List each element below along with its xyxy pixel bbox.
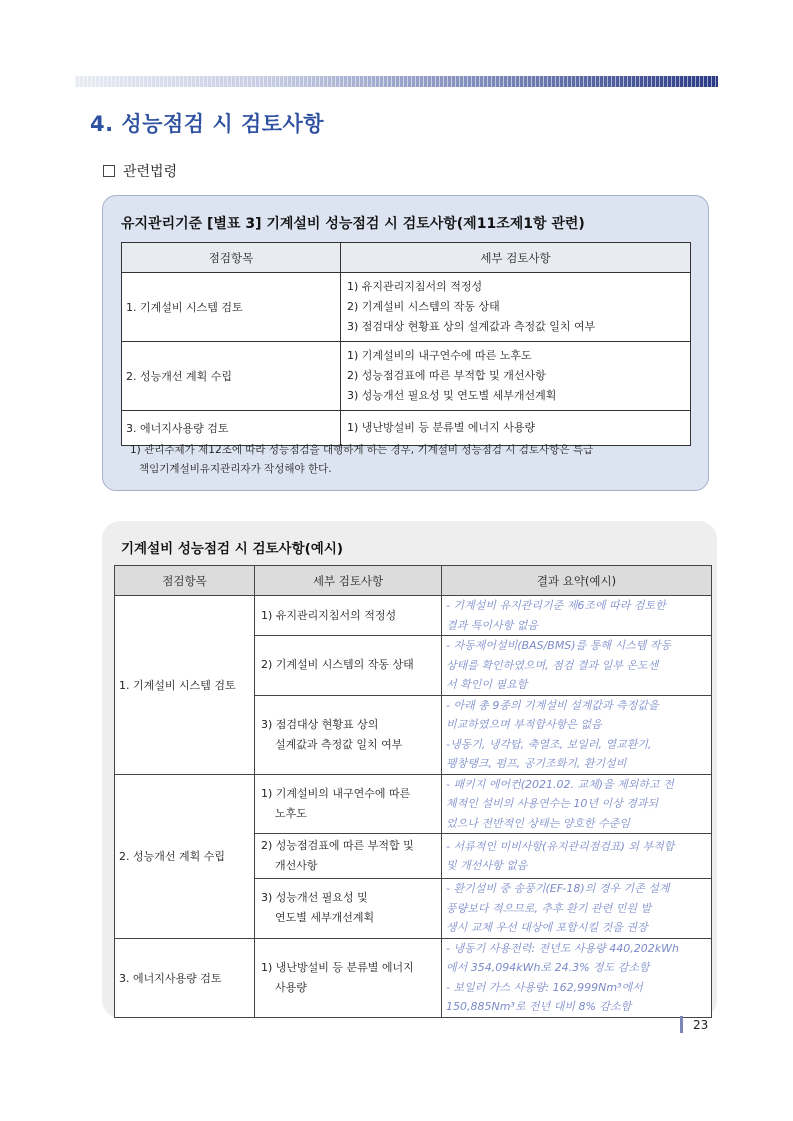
summary-line: 체적인 설비의 사용연수는 10년 이상 경과되: [446, 797, 659, 810]
summary-line: 비교하였으며 부적합사항은 없음: [446, 718, 602, 731]
detail-line: 2) 성능점검표에 따른 부적합 및 개선사항: [347, 369, 546, 382]
summary-line: - 기계설비 유지관리기준 제6조에 따라 검토한: [446, 599, 666, 612]
summary-cell: [442, 834, 712, 879]
summary-line: 었으나 전반적인 상태는 양호한 수준임: [446, 816, 631, 830]
page-number: [680, 1016, 708, 1033]
law-table-header: [122, 243, 691, 273]
table-row: [115, 596, 712, 636]
example-box-title: 기계설비 성능점검 시 검토사항(예시): [121, 541, 344, 557]
detail-cell: [255, 636, 442, 696]
table-row: [115, 774, 712, 834]
detail-line: 1) 기계설비의 내구연수에 따른: [261, 786, 411, 800]
detail-line: 설계값과 측정값 일치 여부: [275, 737, 403, 751]
detail-cell: [255, 596, 442, 636]
detail-cell: [255, 695, 442, 774]
summary-line: - 보일러 가스 사용량: 162,999Nm³에서: [446, 980, 643, 994]
page-number-bar: [680, 1016, 683, 1033]
summary-line: 상태를 확인하였으며, 점검 결과 일부 온도센: [446, 658, 659, 672]
summary-line: - 환기설비 중 송풍기(EF-18)의 경우 기존 설계: [446, 882, 670, 895]
detail-line: 2) 성능점검표에 따른 부적합 및: [261, 839, 414, 852]
summary-line: 풍량보다 적으므로, 추후 환기 관련 민원 발: [446, 901, 652, 915]
page-title: 4. 성능점검 시 검토사항: [90, 112, 325, 136]
summary-line: 150,885Nm³로 전년 대비 8% 감소함: [446, 1000, 632, 1013]
section-heading: [103, 161, 177, 181]
footnote-line: 1) 관리주체가 제12조에 따라 성능점검을 대행하게 하는 경우, 기계설비 성능점검 시 검토사항은 특급: [130, 444, 594, 456]
header-gradient-bar: [75, 76, 718, 87]
law-table: [121, 242, 691, 446]
detail-line: 3) 성능개선 필요성 및: [261, 891, 368, 905]
summary-cell: [442, 774, 712, 834]
summary-line: 에서 354,094kWh로 24.3% 정도 감소함: [446, 961, 650, 974]
detail-line: 개선사항: [275, 859, 318, 872]
inspection-item: 3. 에너지사용량 검토: [122, 411, 341, 446]
table-row: [122, 342, 691, 411]
summary-cell: [442, 596, 712, 636]
summary-line: - 자동제어설비(BAS/BMS)를 통해 시스템 작동: [446, 639, 672, 652]
detail-line: 연도별 세부개선계획: [275, 911, 375, 925]
table-row: [122, 273, 691, 342]
detail-line: 1) 냉난방설비 등 분류별 에너지 사용량: [347, 421, 536, 434]
summary-cell: [442, 938, 712, 1017]
summary-line: - 아래 총 9종의 기계설비 설계값과 측정값을: [446, 698, 659, 712]
detail-cell: [255, 834, 442, 879]
inspection-item: 1. 기계설비 시스템 검토: [122, 273, 341, 342]
law-footnote: [130, 441, 670, 479]
detail-line: 2) 기계설비 시스템의 작동 상태: [347, 300, 500, 313]
detail-line: 3) 점검대상 현황표 상의 설계값과 측정값 일치 여부: [347, 320, 596, 333]
inspection-item: 3. 에너지사용량 검토: [115, 938, 255, 1017]
summary-cell: [442, 695, 712, 774]
table-row: [115, 938, 712, 1017]
summary-line: - 서류적인 미비사항(유지관리점검표) 외 부적합: [446, 839, 675, 853]
detail-line: 노후도: [275, 806, 307, 820]
inspection-item: 2. 성능개선 계획 수립: [122, 342, 341, 411]
column-header: 세부 검토사항: [255, 566, 442, 596]
summary-cell: [442, 636, 712, 696]
column-header: 결과 요약(예시): [442, 566, 712, 596]
inspection-item: 1. 기계설비 시스템 검토: [115, 596, 255, 775]
summary-line: 및 개선사항 없음: [446, 859, 528, 872]
summary-line: 팽창탱크, 펌프, 공기조화기, 환기설비: [446, 757, 627, 770]
column-header: 점검항목: [115, 566, 255, 596]
detail-cell: [255, 938, 442, 1017]
detail-cell: [255, 774, 442, 834]
summary-line: 생시 교체 우선 대상에 포함시킬 것을 권장: [446, 921, 648, 934]
summary-line: 결과 특이사항 없음: [446, 618, 539, 632]
inspection-item: 2. 성능개선 계획 수립: [115, 774, 255, 938]
summary-line: - 패키지 에어컨(2021.02. 교체)을 제외하고 전: [446, 777, 674, 791]
law-box-title: 유지관리기준 [별표 3] 기계설비 성능점검 시 검토사항(제11조제1항 관련): [121, 216, 585, 232]
detail-cell: [255, 879, 442, 939]
page-number-label: 23: [693, 1018, 709, 1032]
detail-line: 1) 기계설비의 내구연수에 따른 노후도: [347, 349, 532, 362]
column-header: 점검항목: [122, 243, 341, 273]
summary-line: - 냉동기 사용전력: 전년도 사용량 440,202kWh: [446, 941, 680, 955]
detail-line: 1) 유지관리지침서의 적정성: [347, 280, 483, 293]
detail-list: [341, 273, 691, 342]
footnote-line: 책임기계설비유지관리자가 작성해야 한다.: [139, 463, 332, 475]
example-table-header: [115, 566, 712, 596]
detail-list: [341, 342, 691, 411]
checkbox-square-icon: [103, 165, 115, 177]
summary-line: 서 확인이 필요함: [446, 678, 528, 691]
summary-line: -냉동기, 냉각탑, 축열조, 보일러, 열교환기,: [446, 737, 652, 751]
summary-cell: [442, 879, 712, 939]
detail-line: 사용량: [275, 980, 307, 994]
detail-line: 3) 점검대상 현황표 상의: [261, 717, 379, 731]
detail-line: 1) 유지관리지침서의 적정성: [261, 608, 397, 622]
detail-line: 2) 기계설비 시스템의 작동 상태: [261, 658, 414, 672]
detail-line: 1) 냉난방설비 등 분류별 에너지: [261, 960, 414, 974]
column-header: 세부 검토사항: [341, 243, 691, 273]
section-heading-label: 관련법령: [123, 164, 178, 180]
detail-line: 3) 성능개선 필요성 및 연도별 세부개선계획: [347, 389, 557, 402]
example-table: [114, 565, 712, 1018]
